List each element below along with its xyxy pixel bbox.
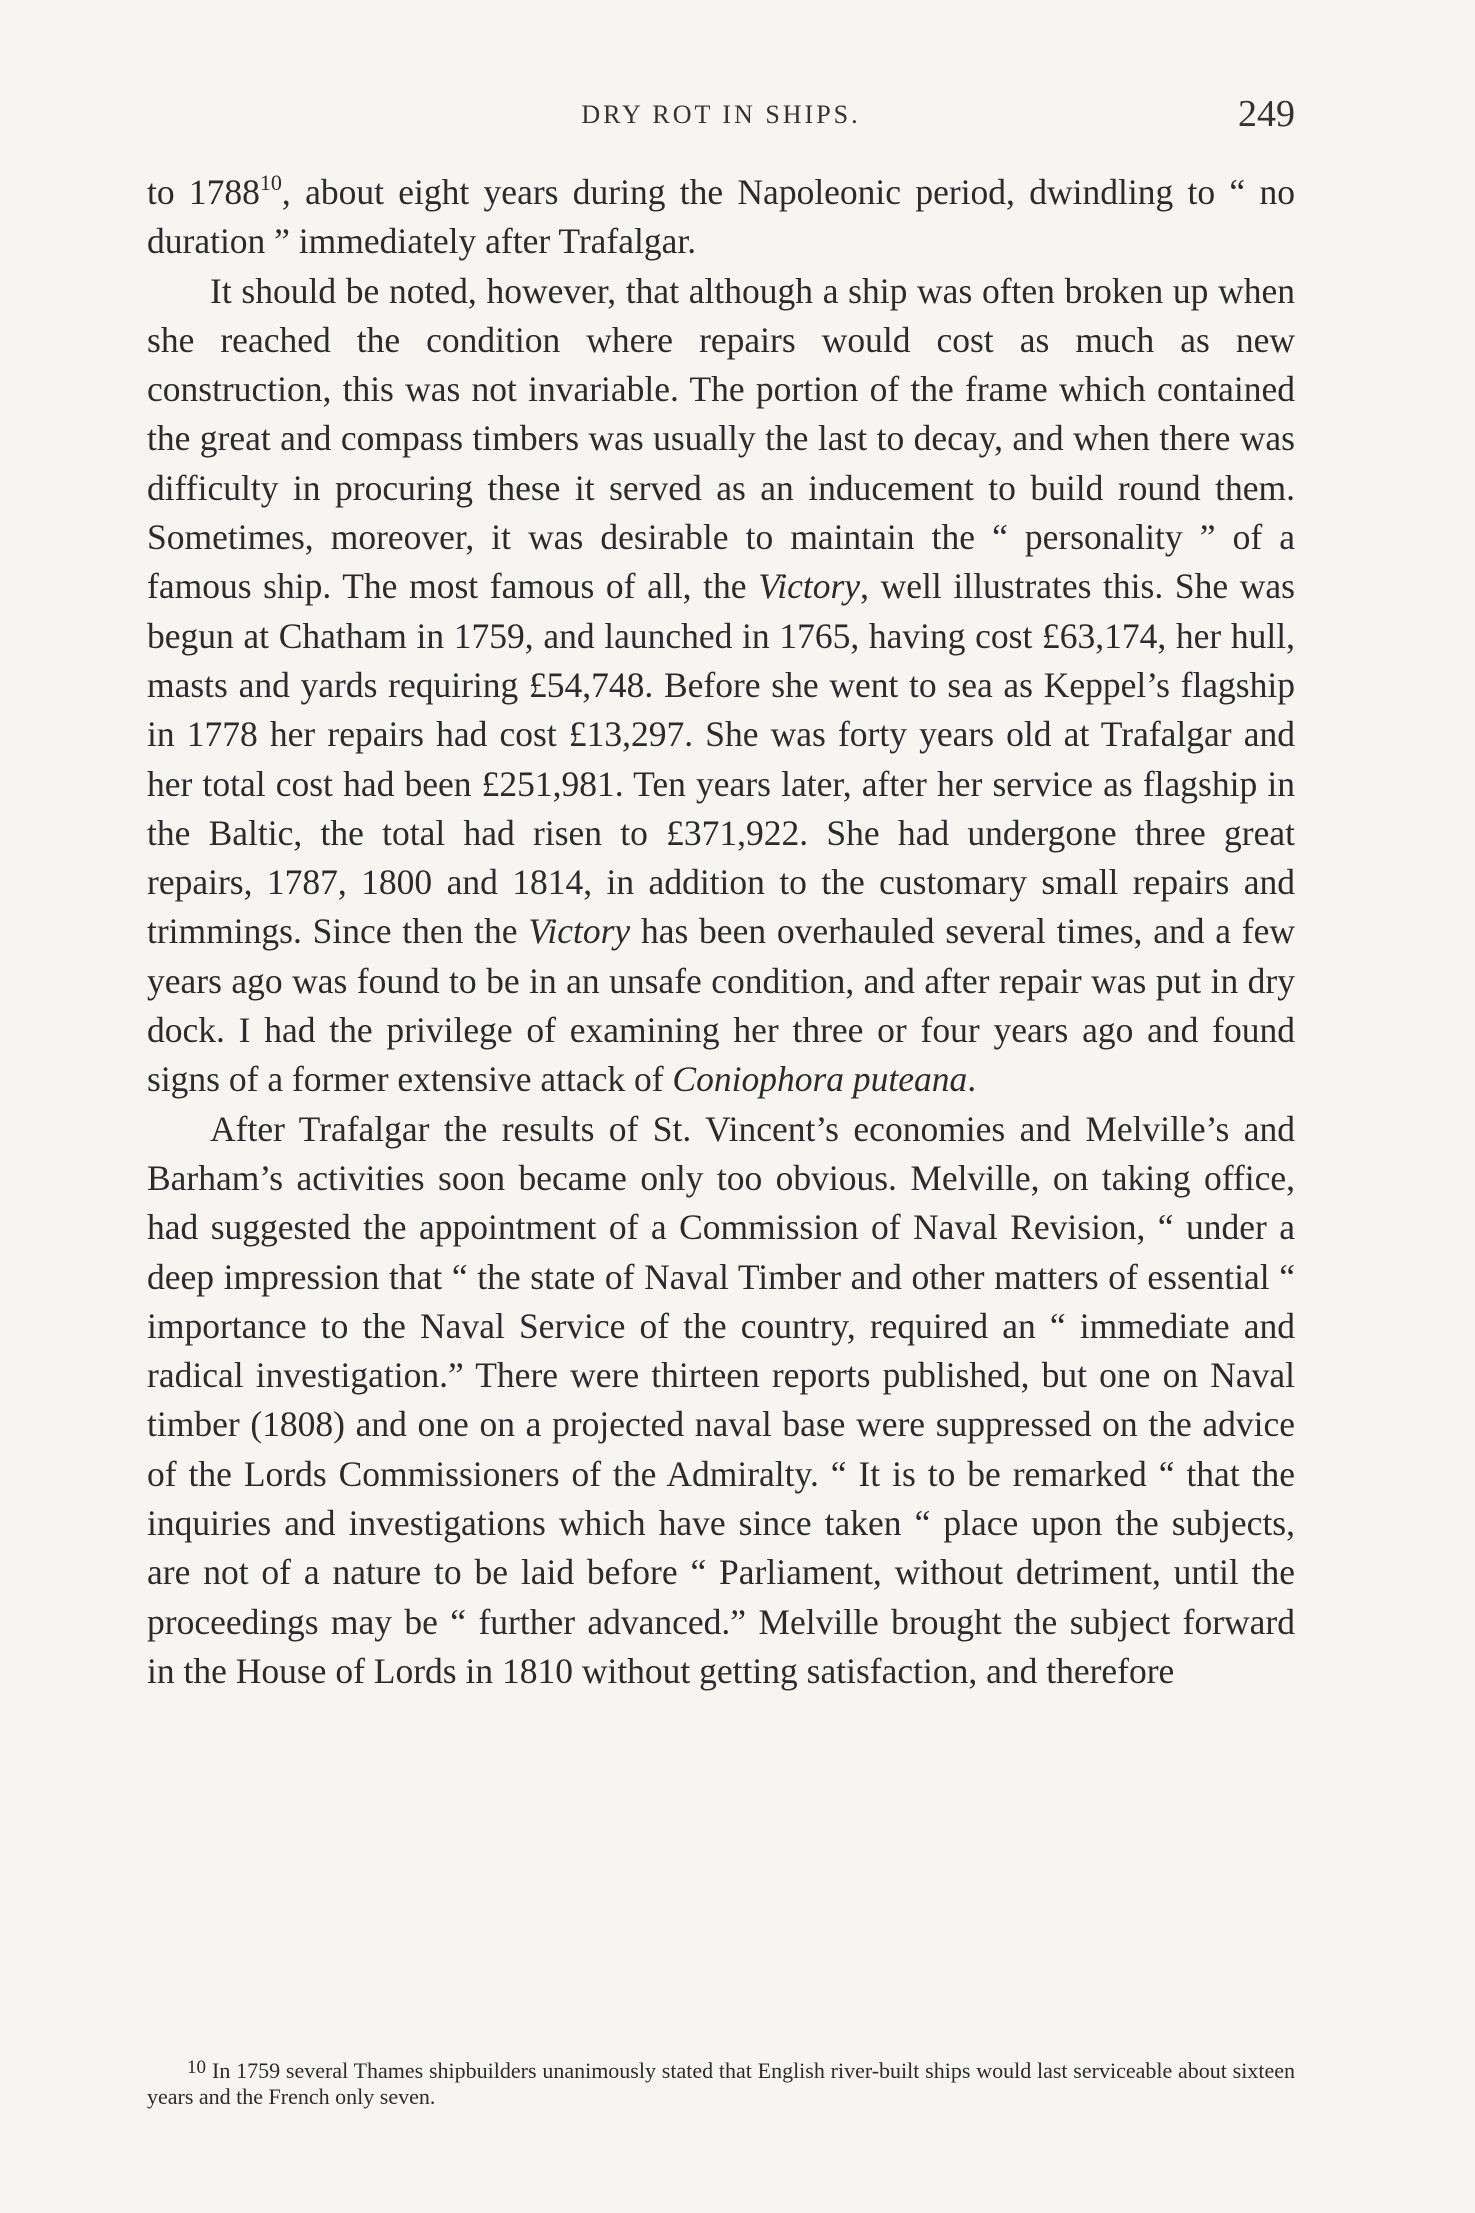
- paragraph-1: [147, 168, 1295, 267]
- footnote-reference: 10: [259, 170, 282, 195]
- italic-text: Victory: [758, 566, 861, 607]
- paragraph-3: [147, 1105, 1295, 1697]
- body-text: [147, 168, 1295, 1696]
- page-number: 249: [1238, 93, 1295, 135]
- text-run: After Trafalgar the results of St. Vincent’s economies and Melville’s and Barham’s activities soon became only too obvious. Melville, on taking office, had suggested the appointment of a Commission of Naval Revision, “ under a deep impression that “ the state of Naval Timber and other matters of essential “ importance to the Naval Service of the country, required an “ immediate and radical investigation.” There were thirteen reports published, but one on Naval timber (1808) and one on a projected naval base were suppressed on the advice of the Lords Commissioners of the Admiralty. “ It is to be remarked “ that the inquiries and investigations which have since taken “ place upon the subjects, are not of a nature to be laid before “ Parliament, without detriment, until the proceedings may be “ further advanced.” Melville brought the subject forward in the House of Lords in 1810 without getting satisfaction, and therefore: [147, 1108, 1295, 1691]
- italic-text: Victory: [528, 911, 631, 952]
- footnote-text: In 1759 several Thames shipbuilders unanimously stated that English river-built ships would last serviceable about sixteen years and the French only seven.: [147, 2058, 1295, 2109]
- text-run: .: [967, 1059, 977, 1100]
- text-run: , well illustrates this. She was begun at Chatham in 1759, and launched in 1765, having cost £63,174, her hull, masts and yards requiring £54,748. Before she went to sea as Keppel’s flagship in 1778 her repairs had cost £13,297. She was forty years old at Trafalgar and her total cost had been £251,981. Ten years later, after her service as flagship in the Baltic, the total had risen to £371,922. She had undergone three great repairs, 1787, 1800 and 1814, in addition to the customary small repairs and trimmings. Since then the: [147, 566, 1295, 952]
- footnote-mark: 10: [187, 2057, 206, 2078]
- text-run: It should be noted, however, that although a ship was often broken up when she reached the condition where repairs would cost as much as new construction, this was not invariable. The portion of the frame which contained the great and compass timbers was usually the last to decay, and when there was difficulty in procuring these it served as an inducement to build round them. Sometimes, moreover, it was desirable to maintain the “ personality ” of a famous ship. The most famous of all, the: [147, 270, 1295, 607]
- text-run: to 1788: [147, 172, 260, 212]
- paragraph-2: [147, 267, 1295, 1105]
- running-head: DRY ROT IN SHIPS.: [581, 100, 861, 129]
- text-run: has been overhauled several times, and a few years ago was found to be in an unsafe condition, and after repair was put in dry dock. I had the privilege of examining her three or four years ago and found signs of a former extensive attack of: [147, 911, 1295, 1100]
- italic-text: Coniophora puteana: [672, 1059, 968, 1100]
- text-run: , about eight years during the Napoleonic period, dwindling to “ no duration ” immediately after Trafalgar.: [147, 172, 1295, 262]
- footnote: [147, 2055, 1295, 2110]
- page-header: [147, 92, 1295, 142]
